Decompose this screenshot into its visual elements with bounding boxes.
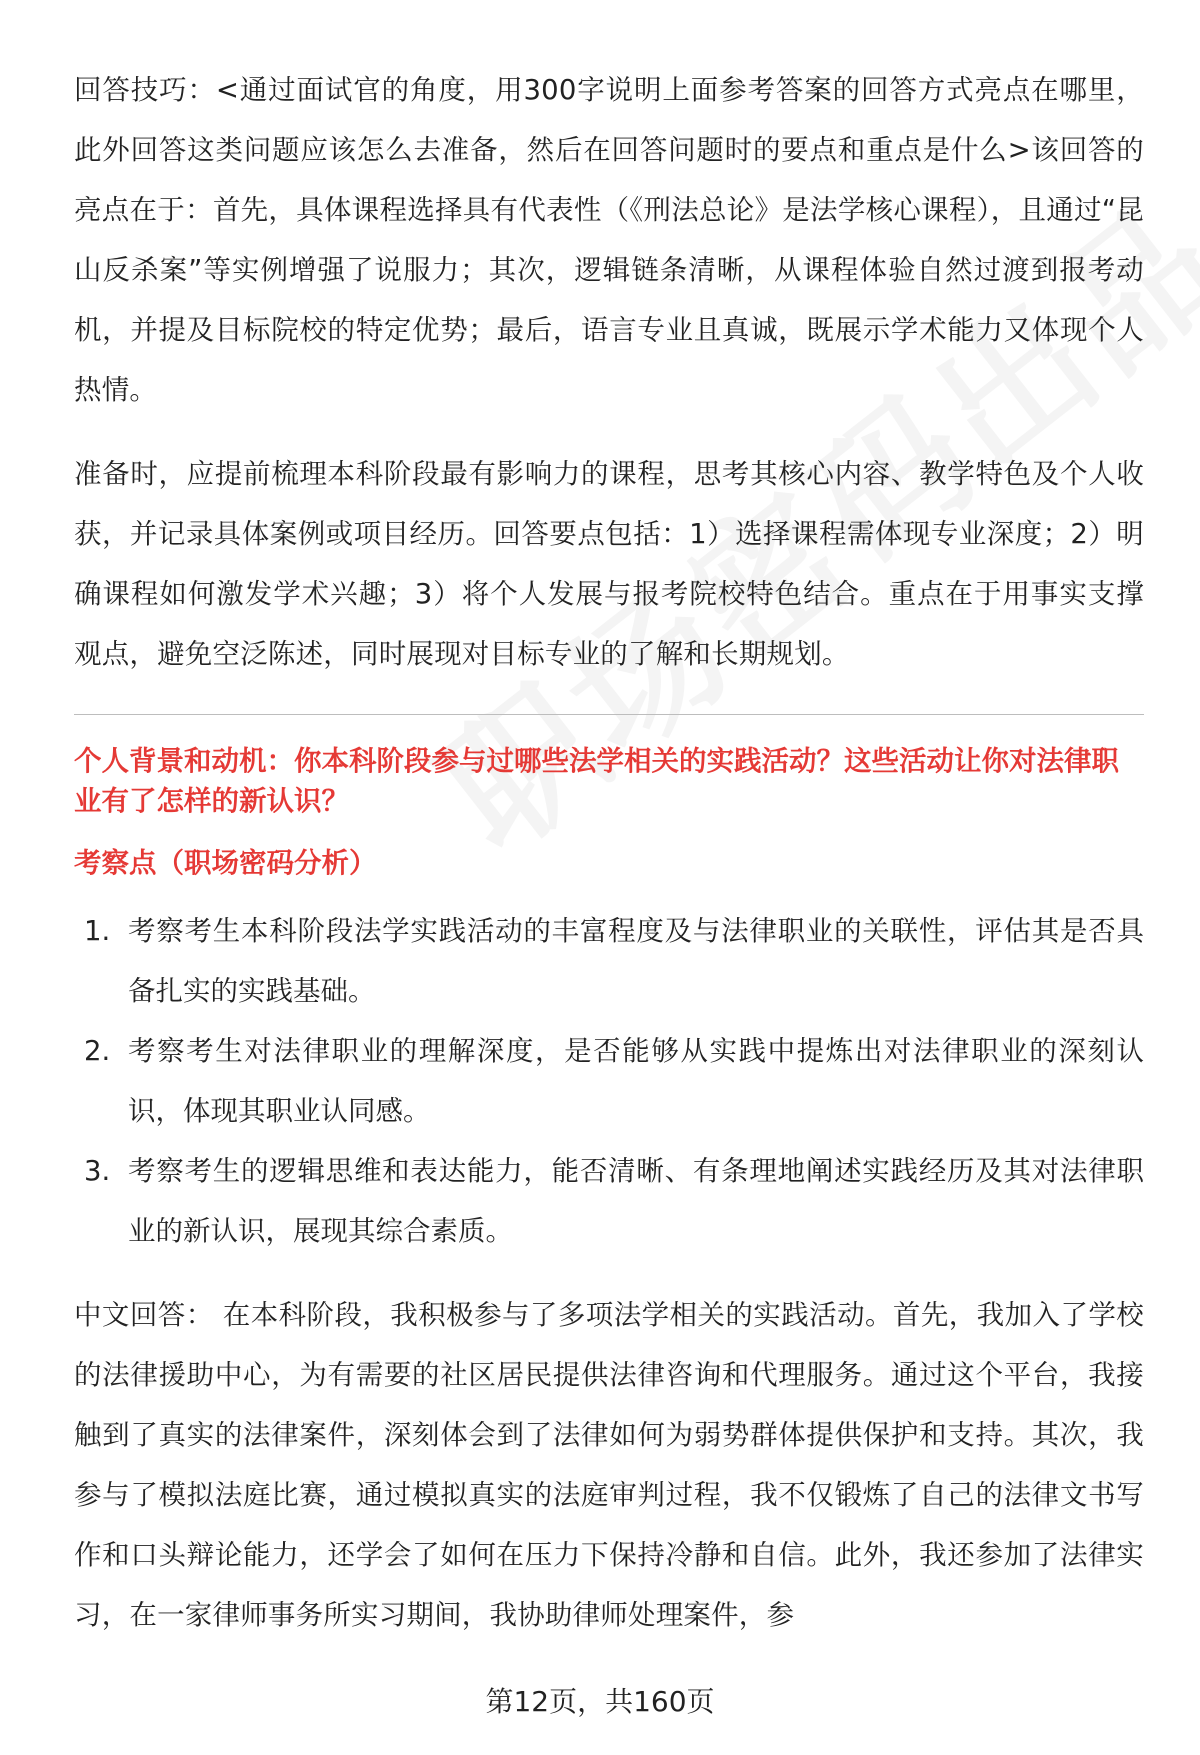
focus-heading: 考察点（职场密码分析） (74, 847, 377, 879)
list-item-text: 考察考生的逻辑思维和表达能力，能否清晰、有条理地阐述实践经历及其对法律职业的新认识，展现其综合素质。 (128, 1155, 1144, 1247)
question-title: 个人背景和动机：你本科阶段参与过哪些法学相关的实践活动？这些活动让你对法律职业有了怎样的新认识？ (74, 745, 1119, 817)
page-content (74, 60, 1144, 1645)
chinese-answer-paragraph: 中文回答： 在本科阶段，我积极参与了多项法学相关的实践活动。首先，我加入了学校的法律援助中心，为有需要的社区居民提供法律咨询和代理服务。通过这个平台，我接触到了真实的法律案件，深刻体会到了法律如何为弱势群体提供保护和支持。其次，我参与了模拟法庭比赛，通过模拟真实的法庭审判过程，我不仅锻炼了自己的法律文书写作和口头辩论能力，还学会了如何在压力下保持冷静和自信。此外，我还参加了法律实习，在一家律师事务所实习期间，我协助律师处理案件，参 (74, 1299, 1144, 1631)
list-item (74, 901, 1144, 1021)
page-number: 第12页，共160页 (485, 1685, 715, 1718)
list-item-text: 考察考生本科阶段法学实践活动的丰富程度及与法律职业的关联性，评估其是否具备扎实的实践基础。 (128, 915, 1144, 1007)
focus-points-list (74, 901, 1144, 1261)
answer-tips-paragraph: 回答技巧：<通过面试官的角度，用300字说明上面参考答案的回答方式亮点在哪里，此外回答这类问题应该怎么去准备，然后在回答问题时的要点和重点是什么>该回答的亮点在于：首先，具体课程选择具有代表性（《刑法总论》是法学核心课程），且通过“昆山反杀案”等实例增强了说服力；其次，逻辑链条清晰，从课程体验自然过渡到报考动机，并提及目标院校的特定优势；最后，语言专业且真诚，既展示学术能力又体现个人热情。 (74, 74, 1144, 406)
list-item (74, 1141, 1144, 1261)
preparation-paragraph: 准备时，应提前梳理本科阶段最有影响力的课程，思考其核心内容、教学特色及个人收获，并记录具体案例或项目经历。回答要点包括：1）选择课程需体现专业深度；2）明确课程如何激发学术兴趣；3）将个人发展与报考院校特色结合。重点在于用事实支撑观点，避免空泛陈述，同时展现对目标专业的了解和长期规划。 (74, 458, 1144, 670)
list-item-text: 考察考生对法律职业的理解深度，是否能够从实践中提炼出对法律职业的深刻认识，体现其职业认同感。 (128, 1035, 1144, 1127)
section-divider (74, 714, 1144, 715)
list-item-number: 1. (84, 915, 111, 947)
list-item (74, 1021, 1144, 1141)
list-item-number: 2. (84, 1035, 111, 1067)
list-item-number: 3. (84, 1155, 111, 1187)
